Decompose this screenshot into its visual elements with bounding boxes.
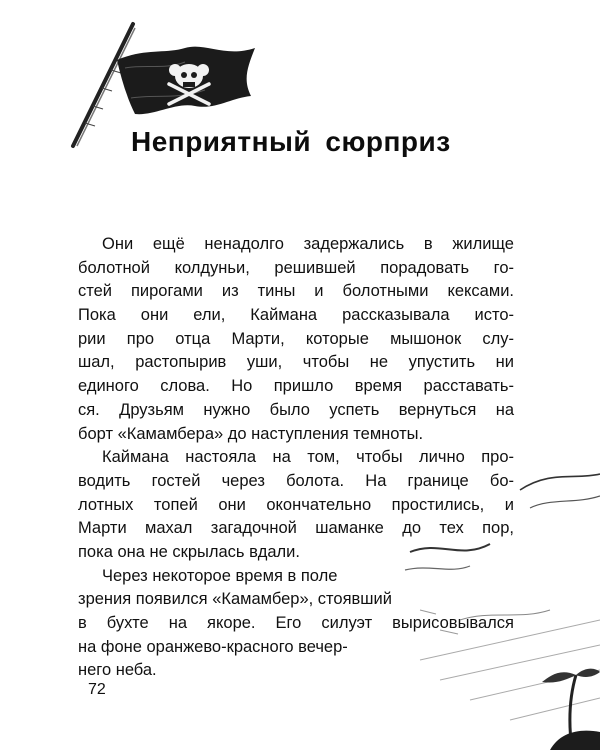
text-line: ся. Друзьям нужно было успеть вернуться на [78,400,514,419]
text-line: водить гостей через болота. На границе бо- [78,471,514,490]
text-line: единого слова. Но пришло время расставать- [78,377,514,396]
text-line: болотной колдуньи, решившей порадовать го- [78,258,514,277]
text-line: него неба. [78,661,157,680]
page-number: 72 [88,681,106,698]
text-line: лотных топей они окончательно простились, и [78,495,514,514]
text-line: Каймана настояла на том, чтобы лично про- [102,448,514,467]
text-line: Они ещё ненадолго задержались в жилище [102,235,514,253]
text-line: зрения появился «Камамбер», стоявший [78,590,392,609]
text-line: на фоне оранжево-красного вечер- [78,637,348,656]
text-line: Марти махал загадочной шаманке до тех пор, [78,519,514,538]
chapter-title: Неприятный сюрприз [131,126,451,157]
ship-sketch-icon [400,470,600,750]
text-line: Пока они ели, Каймана рассказывала исто- [78,306,514,325]
text-line: Через некоторое время в поле [102,566,338,585]
text-line: борт «Камамбера» до наступления темноты. [78,424,424,443]
text-line: рии про отца Марти, которые мышонок слу- [78,329,514,348]
text-line: пока она не скрылась вдали. [78,542,300,561]
text-line: стей пирогами из тины и болотными кексами. [78,282,514,301]
text-line: в бухте на якоре. Его силуэт вырисовывался [78,614,514,632]
text-line: шал, растопырив уши, чтобы не упустить ни [78,353,514,372]
